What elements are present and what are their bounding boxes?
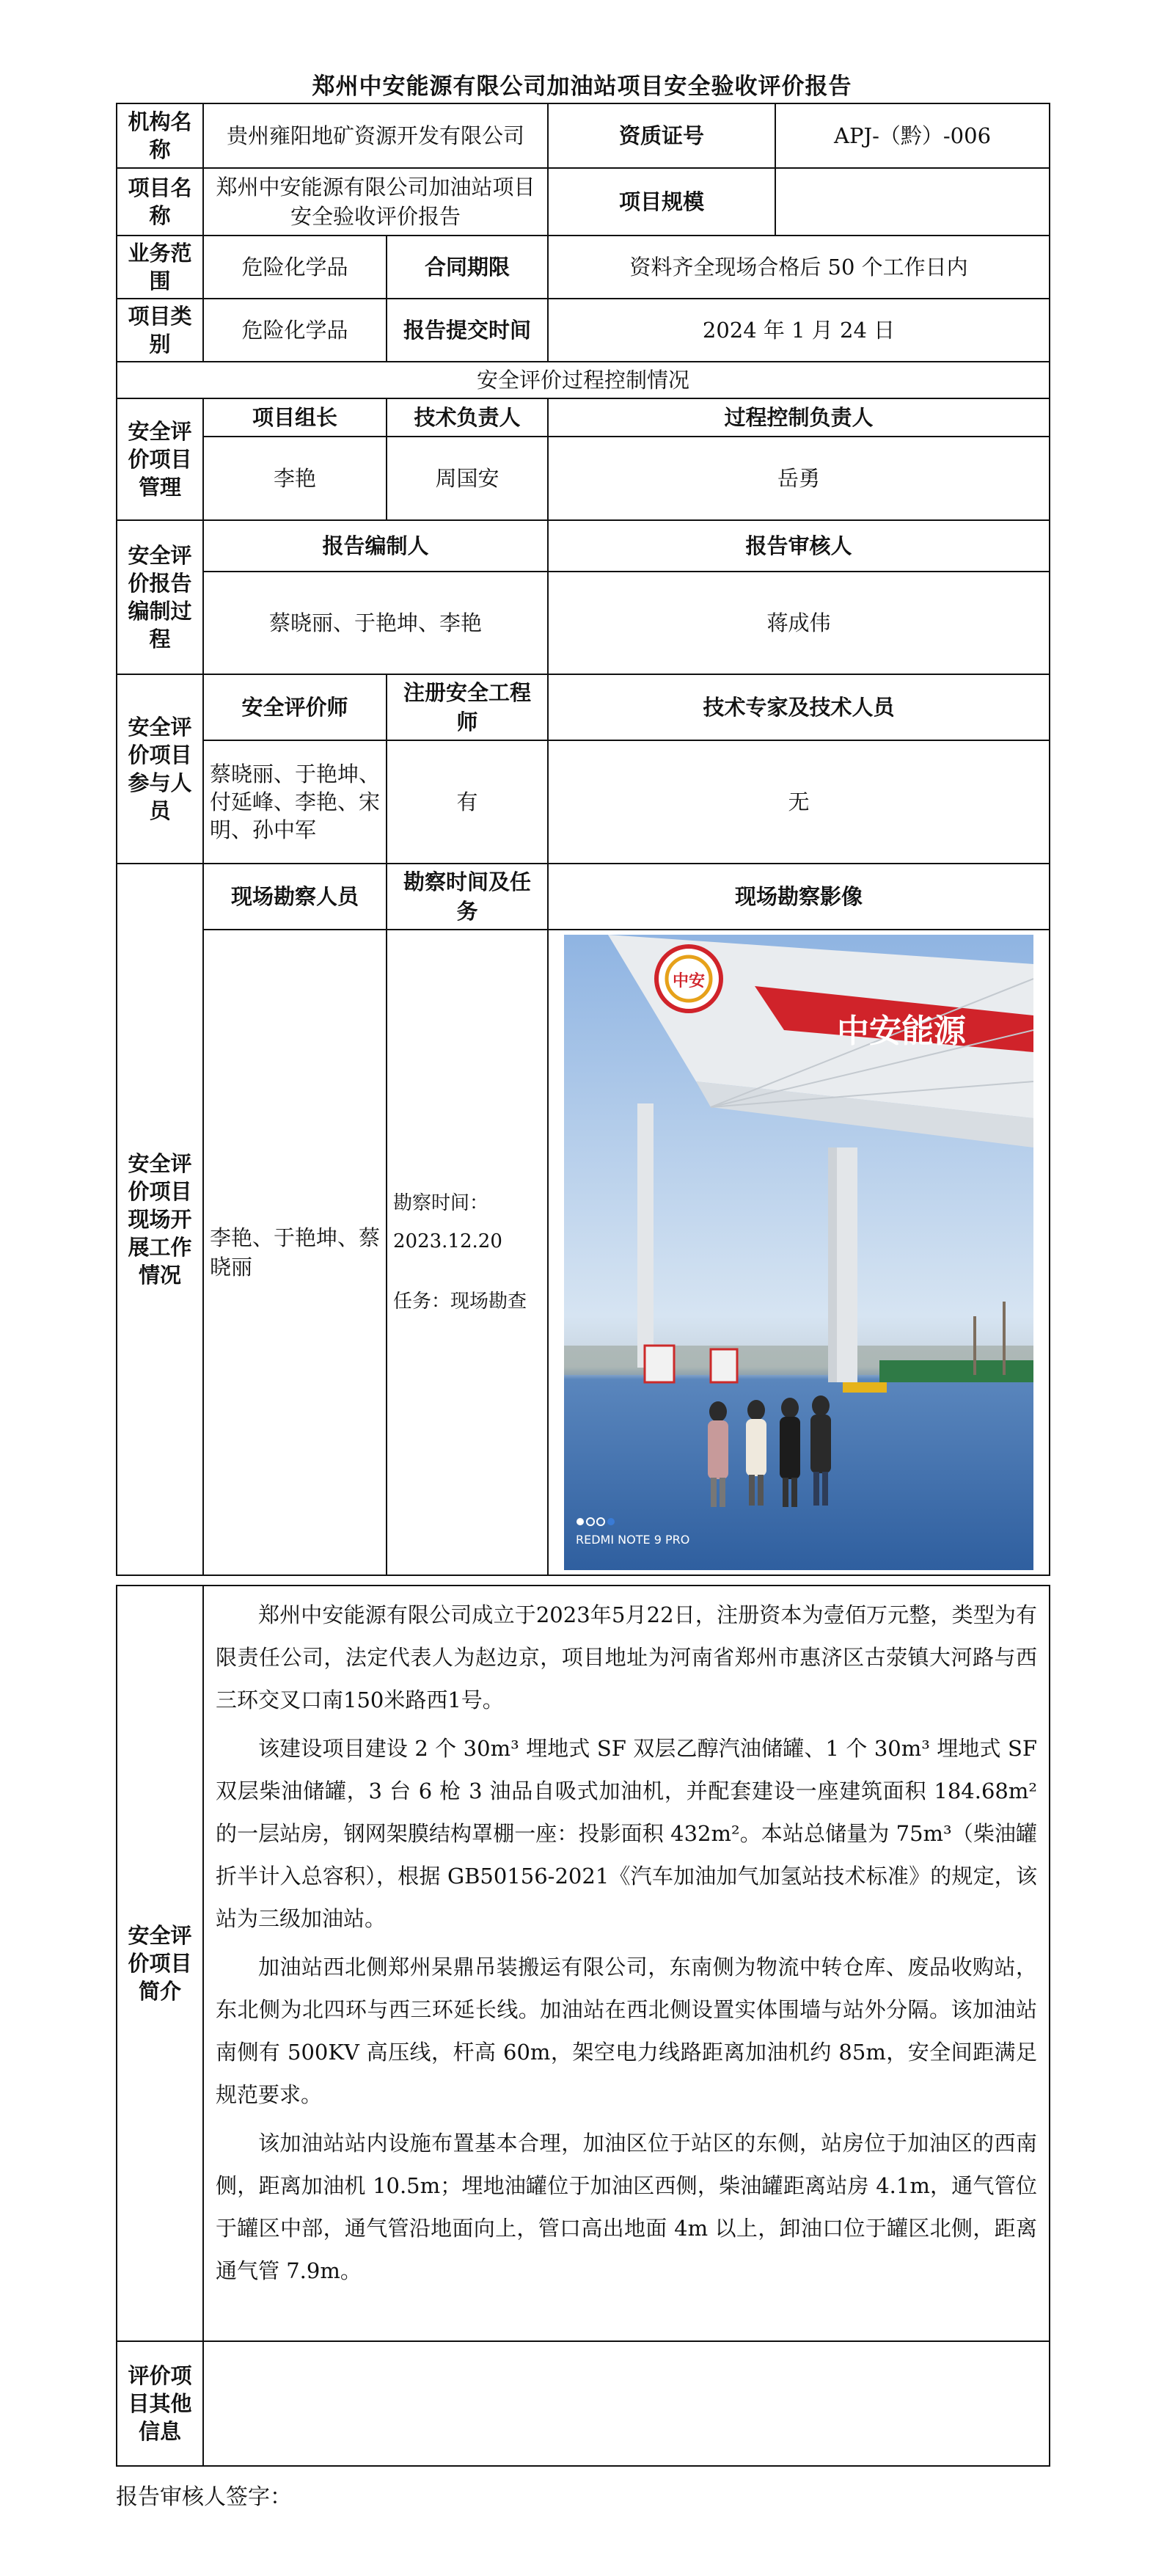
project-intro-table — [116, 1585, 1050, 2467]
photo-sign-text: 中安能源 — [837, 1012, 967, 1050]
project-name-label: 项目名称 — [117, 168, 203, 236]
reviewer-value: 蒋成伟 — [548, 572, 1050, 674]
survey-task: 任务：现场勘查 — [393, 1291, 527, 1313]
tech-value: 周国安 — [387, 437, 548, 520]
contract-value: 资料齐全现场合格后 50 个工作日内 — [548, 236, 1050, 299]
compiler-header: 报告编制人 — [203, 520, 548, 572]
cert-value: APJ-（黔）-006 — [775, 103, 1050, 168]
scale-value — [775, 168, 1050, 236]
mgmt-label: 安全评价项目管理 — [117, 398, 203, 520]
submit-label: 报告提交时间 — [387, 299, 548, 362]
compiler-value: 蔡晓丽、于艳坤、李艳 — [203, 572, 548, 674]
org-label: 机构名称 — [117, 103, 203, 168]
contract-label: 合同期限 — [387, 236, 548, 299]
compile-label: 安全评价报告编制过程 — [117, 520, 203, 674]
survey-time-header: 勘察时间及任务 — [387, 864, 548, 930]
engineer-value: 有 — [387, 740, 548, 864]
evaluator-value: 蔡晓丽、于艳坤、付延峰、李艳、宋明、孙中军 — [203, 740, 387, 864]
reviewer-header: 报告审核人 — [548, 520, 1050, 572]
intro-paragraph-1: 郑州中安能源有限公司成立于2023年5月22日，注册资本为壹佰万元整，类型为有限责任公司，法定代表人为赵边京，项目地址为河南省郑州市惠济区古荥镇大河路与西三环交叉口南150米路西1号。 — [216, 1602, 1037, 1712]
category-label: 项目类别 — [117, 299, 203, 362]
report-info-table — [116, 103, 1050, 1576]
reviewer-signature-label: 报告审核人签字： — [116, 2484, 292, 2510]
expert-value: 无 — [548, 740, 1050, 864]
org-value: 贵州雍阳地矿资源开发有限公司 — [203, 103, 548, 168]
photo-cell — [548, 930, 1050, 1575]
intro-paragraph-3: 加油站西北侧郑州杲鼎吊装搬运有限公司，东南侧为物流中转仓库、废品收购站，东北侧为北四环与西三环延长线。加油站在西北侧设置实体围墙与站外分隔。该加油站南侧有 500KV 高压线，杆高 60m，架空电力线路距离加油机约 85m，安全间距满足规范要求。 — [216, 1955, 1037, 2107]
cert-label: 资质证号 — [548, 103, 775, 168]
category-value: 危险化学品 — [203, 299, 387, 362]
intro-label: 安全评价项目简介 — [117, 1586, 203, 2341]
photo-watermark: REDMI NOTE 9 PRO — [576, 1533, 690, 1547]
business-value: 危险化学品 — [203, 236, 387, 299]
surveyor-value: 李艳、于艳坤、蔡晓丽 — [203, 930, 387, 1575]
survey-time-value: 2023.12.20 — [393, 1230, 502, 1252]
leader-value: 李艳 — [203, 437, 387, 520]
business-label: 业务范围 — [117, 236, 203, 299]
photo-logo-text: 中安 — [673, 972, 706, 990]
site-photo — [564, 935, 1033, 1570]
photo-header: 现场勘察影像 — [548, 864, 1050, 930]
surveyor-header: 现场勘察人员 — [203, 864, 387, 930]
evaluator-header: 安全评价师 — [203, 674, 387, 740]
scale-label: 项目规模 — [548, 168, 775, 236]
gas-station-photo-graphic — [564, 935, 1033, 1570]
control-value: 岳勇 — [548, 437, 1050, 520]
tech-header: 技术负责人 — [387, 398, 548, 437]
submit-value: 2024 年 1 月 24 日 — [548, 299, 1050, 362]
leader-header: 项目组长 — [203, 398, 387, 437]
intro-text — [203, 1586, 1050, 2341]
participants-label: 安全评价项目参与人员 — [117, 674, 203, 864]
expert-header: 技术专家及技术人员 — [548, 674, 1050, 740]
page-title: 郑州中安能源有限公司加油站项目安全验收评价报告 — [312, 73, 852, 100]
control-header: 过程控制负责人 — [548, 398, 1050, 437]
other-info-label: 评价项目其他信息 — [117, 2341, 203, 2466]
site-label: 安全评价项目现场开展工作情况 — [117, 864, 203, 1575]
engineer-header: 注册安全工程师 — [387, 674, 548, 740]
project-name-value: 郑州中安能源有限公司加油站项目安全验收评价报告 — [203, 168, 548, 236]
survey-time-label: 勘察时间： — [393, 1192, 489, 1214]
process-section-title: 安全评价过程控制情况 — [117, 362, 1050, 398]
other-info-value — [203, 2341, 1050, 2466]
survey-time-cell — [387, 930, 548, 1575]
intro-paragraph-4: 该加油站站内设施布置基本合理，加油区位于站区的东侧，站房位于加油区的西南侧，距离加油机 10.5m；埋地油罐位于加油区西侧，柴油罐距离站房 4.1m，通气管位于罐区中部，通气管沿地面向上，管口高出地面 4m 以上，卸油口位于罐区北侧，距离通气管 7.9m。 — [216, 2131, 1037, 2283]
intro-paragraph-2: 该建设项目建设 2 个 30m³ 埋地式 SF 双层乙醇汽油储罐、1 个 30m³ 埋地式 SF 双层柴油储罐，3 台 6 枪 3 油品自吸式加油机，并配套建设一座建筑面积 184.68m² 的一层站房，钢网架膜结构罩棚一座：投影面积 432m²。本站总储量为 75m³（柴油罐折半计入总容积），根据 GB50156-2021《汽车加油加气加氢站技术标准》的规定，该站为三级加油站。 — [216, 1736, 1037, 1931]
